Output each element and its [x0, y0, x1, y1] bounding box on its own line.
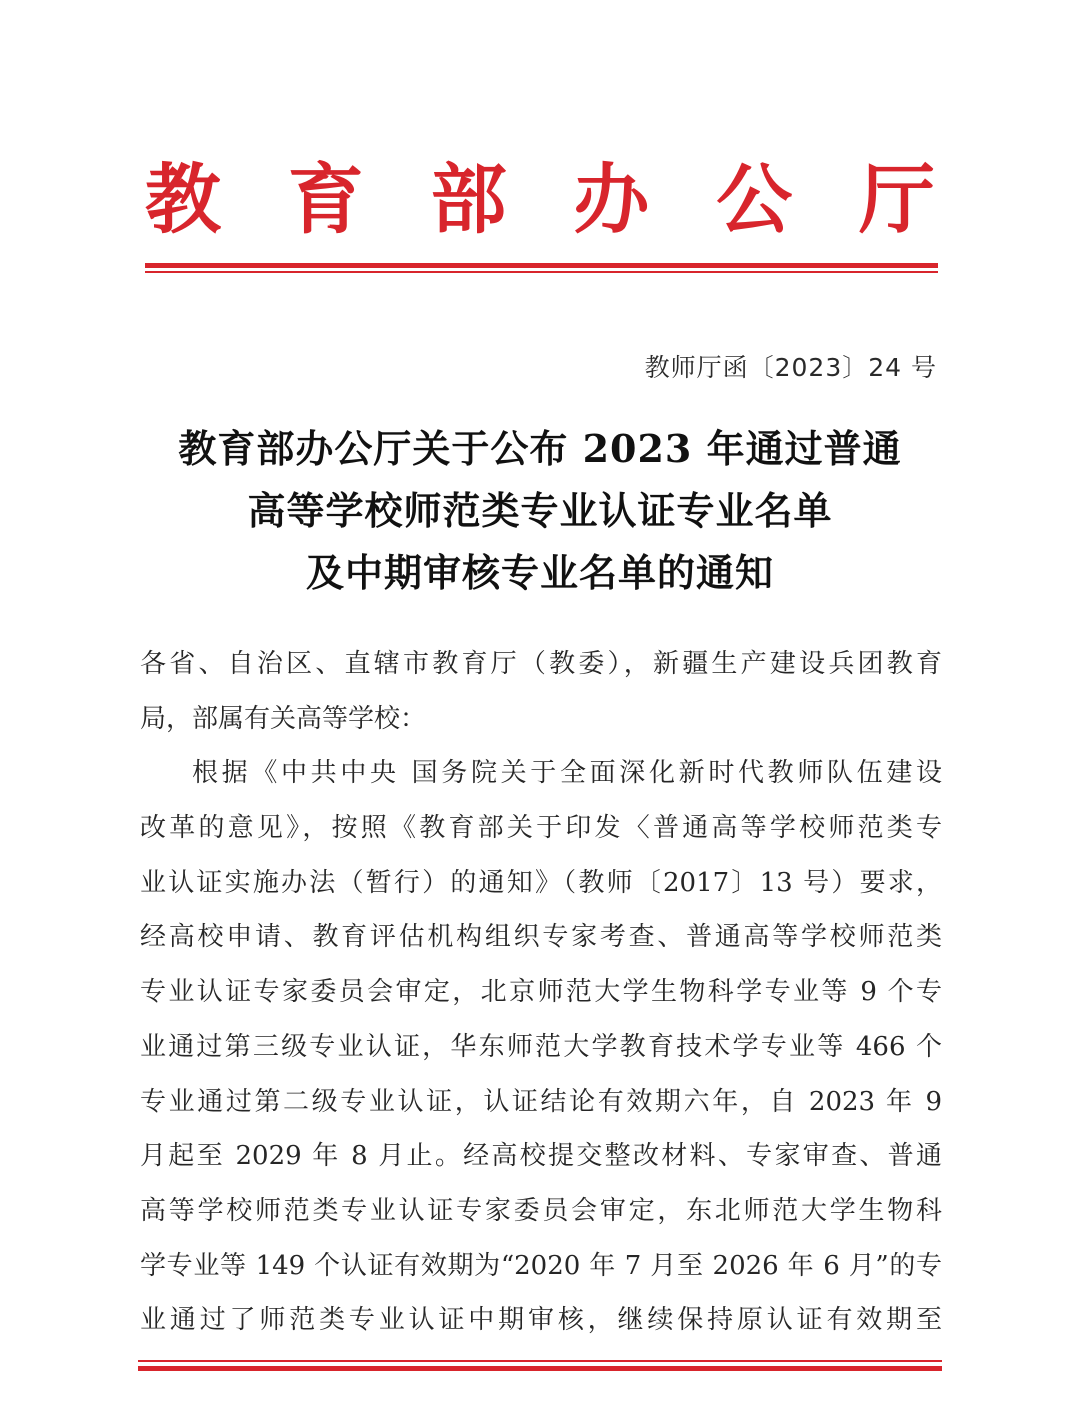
document-title [100, 418, 980, 604]
title-line: 高等学校师范类专业认证专业名单 [247, 488, 833, 533]
recipient-line: 局，部属有关高等学校： [140, 703, 427, 734]
paragraph-line: 高等学校师范类专业认证专家委员会审定，东北师范大学生物科 [140, 1195, 942, 1226]
header-red-rule-thin [145, 271, 938, 273]
footer-red-rule-thick [138, 1366, 942, 1371]
paragraph-line: 业认证实施办法（暂行）的通知》（教师〔2017〕13 号）要求， [140, 867, 942, 898]
issuer-char: 办 [573, 155, 650, 244]
paragraph-line: 学专业等 149 个认证有效期为“2020 年 7 月至 2026 年 6 月”的专 [140, 1250, 942, 1281]
document-number: 教师厅函〔2023〕24 号 [644, 353, 937, 382]
issuer-header [145, 145, 935, 255]
title-line: 及中期审核专业名单的通知 [305, 550, 774, 595]
document-body [140, 637, 942, 1348]
paragraph-line: 业通过了师范类专业认证中期审核，继续保持原认证有效期至 [140, 1305, 942, 1336]
header-red-rule-thick [145, 263, 938, 268]
paragraph-line: 经高校申请、教育评估机构组织专家考查、普通高等学校师范类 [140, 922, 942, 953]
issuer-char: 部 [430, 155, 507, 244]
issuer-char: 教 [145, 155, 221, 244]
paragraph-line: 月起至 2029 年 8 月止。经高校提交整改材料、专家审查、普通 [140, 1141, 942, 1172]
issuer-char: 厅 [858, 155, 935, 244]
paragraph-line: 根据《中共中央 国务院关于全面深化新时代教师队伍建设 [192, 758, 942, 789]
title-line: 教育部办公厅关于公布 2023 年通过普通 [178, 426, 902, 471]
issuer-char: 公 [716, 155, 793, 244]
paragraph-line: 专业通过第二级专业认证，认证结论有效期六年，自 2023 年 9 [140, 1086, 942, 1117]
recipient-line: 各省、自治区、直辖市教育厅（教委），新疆生产建设兵团教育 [140, 649, 942, 679]
paragraph-line: 改革的意见》，按照《教育部关于印发〈普通高等学校师范类专 [140, 813, 942, 844]
paragraph-line: 专业认证专家委员会审定，北京师范大学生物科学专业等 9 个专 [140, 977, 942, 1008]
paragraph-line: 业通过第三级专业认证，华东师范大学教育技术学专业等 466 个 [140, 1031, 942, 1062]
footer-red-rule-thin [138, 1360, 942, 1362]
issuer-char: 育 [287, 155, 364, 244]
